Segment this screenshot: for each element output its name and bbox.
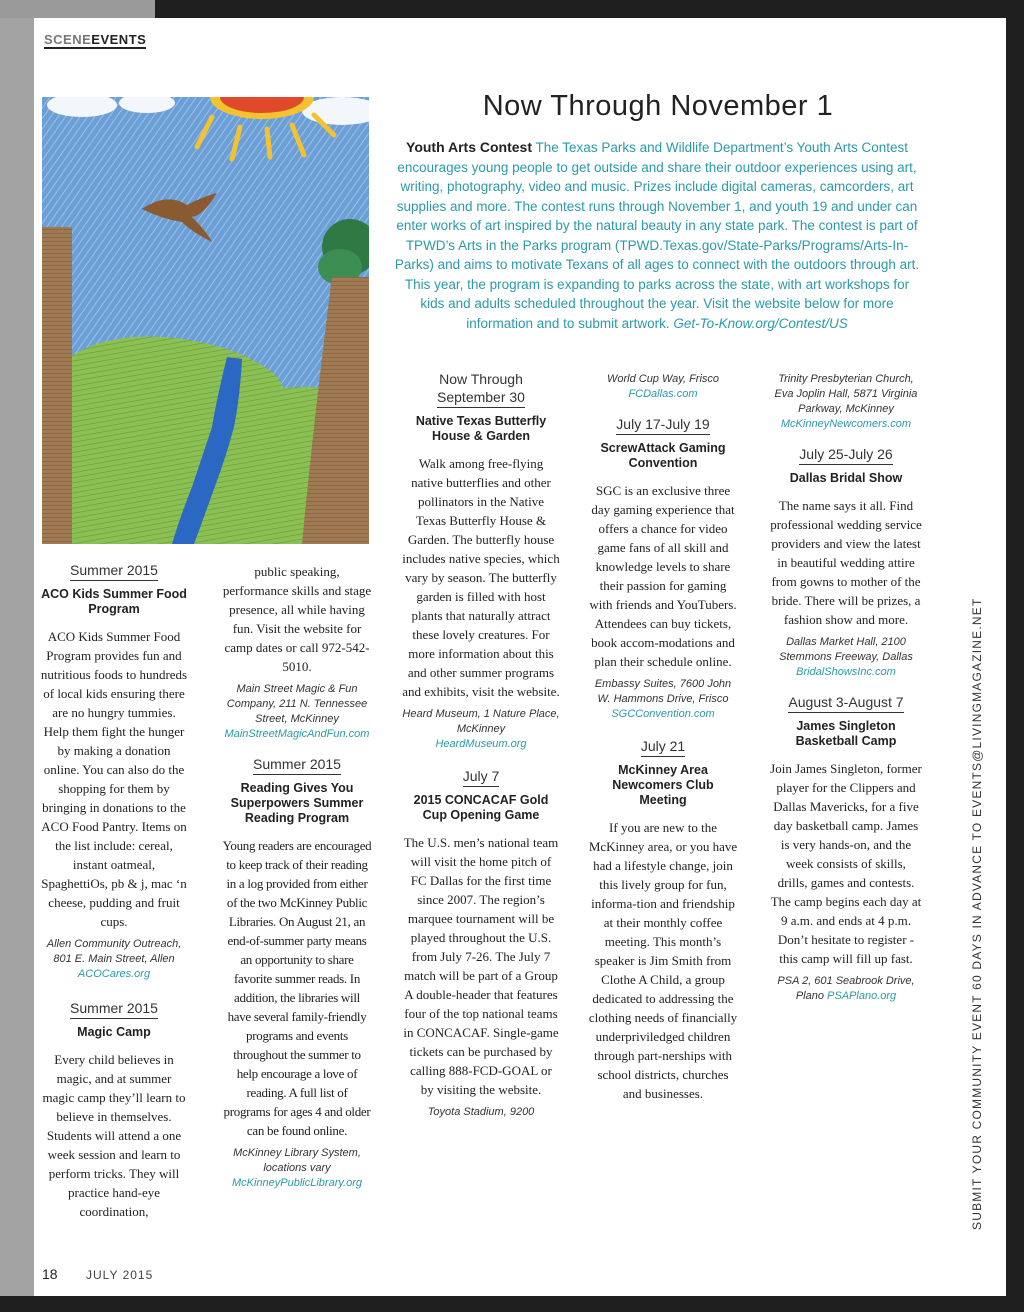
youth-artwork-image [42,97,369,544]
event-date: Summer 2015 [70,562,158,581]
feature-intro [392,138,922,333]
event-location: Embassy Suites, 7600 John W. Hammons Drive, Frisco [594,678,732,705]
feature-lead: Youth Arts Contest [406,139,533,155]
event-body: The name says it all. Find professional wedding service providers and view the latest in beautiful wedding attire from gowns to mother of the bride. There will be prizes, a fashion show and more. [770,498,922,627]
section-tag-bold: EVENTS [91,32,147,47]
event-body: Every child believes in magic, and at summer magic camp they’ll learn to believe in themselves. Students will attend a one week session and learn to perform tricks. They will practice hand-eye coordination, [42,1052,186,1219]
column-4 [588,372,738,1117]
event-date: July 17-July 19 [616,416,709,435]
event-link[interactable]: ACOCares.org [77,968,151,980]
event-location: Trinity Presbyterian Church, Eva Joplin Hall, 5871 Virginia Parkway, McKinney [774,373,918,415]
section-tag [44,32,146,47]
event-body: SGC is an exclusive three day gaming experience that offers a chance for video game fans of all skill and knowledge levels to share their passion for gaming with friends and YouTubers. Attendees can buy tickets, book accom-modations and plan their schedule online. [589,483,737,669]
column-3 [402,369,560,1134]
event-title: ACO Kids Summer Food Program [41,587,187,616]
section-tag-light: SCENE [44,32,92,47]
event-location: McKinney Library System, locations vary [233,1147,361,1174]
event-date: Summer 2015 [253,756,341,775]
event-link[interactable]: McKinneyNewcomers.com [780,418,912,430]
artwork-drawing [42,97,369,544]
event-link[interactable]: McKinneyPublicLibrary.org [231,1177,363,1189]
event-body: The U.S. men’s national team will visit the home pitch of FC Dallas for the first time since 2007. The region’s marquee tournament will be played throughout the U.S. from July 7-26. The July 7 match will be part of a Group A double-header that features four of the top national teams in CONCACAF. Single-game tickets can be purchased by calling 888-FCD-GOAL or by visiting the website. [403,835,559,1097]
event-basketball-camp [770,694,922,1004]
event-link[interactable]: PSAPlano.org [827,990,897,1002]
event-date-line-1: Now Through [439,371,523,387]
event-date: Summer 2015 [70,1000,158,1019]
page-number: 18 [42,1266,58,1282]
event-link[interactable]: SGCConvention.com [611,708,715,720]
event-butterfly-house [402,369,560,752]
column-2 [222,562,372,1205]
submit-event-sidebar: SUBMIT YOUR COMMUNITY EVENT 60 DAYS IN ADVANCE TO EVENTS@LIVINGMAGAZINE.NET [970,597,984,1230]
event-date-line-2: September 30 [437,389,525,408]
event-bridal-show [770,446,922,680]
event-aco-kids [40,562,188,982]
event-link[interactable]: BridalShowsInc.com [796,666,896,678]
event-reading-program [222,756,372,1191]
frame-bottom-bar [0,1296,1024,1312]
event-location: Toyota Stadium, 9200 [427,1106,535,1118]
event-location [770,974,922,1004]
event-location: World Cup Way, Frisco [606,373,720,385]
event-location-text: Allen Community Outreach, 801 E. Main Street, Allen [46,938,182,965]
issue-date: JULY 2015 [86,1268,154,1282]
event-date: August 3-August 7 [788,694,903,713]
event-date: July 7 [463,768,500,787]
event-screwattack [588,416,738,722]
event-body: If you are new to the McKinney area, or you have had a lifestyle change, join this lively group for fun, informa-tion and friendship at their monthly coffee meeting. This month’s speaker is Jim Smith from Clothe A Child, a group dedicated to addressing the clothing needs of financially underpriviledged children through part-nerships with school districts, churches and businesses. [588,820,738,1101]
event-title: ScrewAttack Gaming Convention [600,441,726,470]
event-title: 2015 CONCACAF Gold Cup Opening Game [413,793,549,822]
event-gold-cup-continued [588,372,738,402]
feature-url[interactable]: Get-To-Know.org/Contest/US [673,315,848,331]
feature-title: Now Through November 1 [482,90,834,122]
event-title: Native Texas Butterfly House & Garden [415,414,547,443]
event-link[interactable]: FCDallas.com [628,388,698,400]
event-title: McKinney Area Newcomers Club Meeting [612,763,714,807]
event-magic-camp-continued [222,562,372,742]
event-location: Heard Museum, 1 Nature Place, McKinney [402,708,560,735]
event-location-text: PSA 2, 601 Seabrook Drive, Plano [777,975,915,1002]
event-newcomers-club [588,738,738,1103]
event-title: Dallas Bridal Show [789,471,903,485]
event-location [40,937,188,982]
event-title: Reading Gives You Superpowers Summer Reading Program [230,781,364,825]
event-body: Young readers are encouraged to keep track of their reading in a log provided from either of the two McKinney Public Libraries. On August 21, an end-of-summer party means an opportunity to share favorite summer reads. In addition, the libraries will have several family-friendly programs and events throughout the summer to help encourage a love of reading. A full list of programs for ages 4 and older can be found online. [222,838,372,1138]
event-location: Main Street Magic & Fun Company, 211 N. Tennessee Street, McKinney [226,683,368,725]
event-body: public speaking, performance skills and stage presence, all while having fun. Visit the website for camp dates or call 972-542-5010. [222,564,372,674]
event-link[interactable]: MainStreetMagicAndFun.com [224,728,370,740]
event-body: ACO Kids Summer Food Program provides fun and nutritious foods to hundreds of local kids ensuring there are no hungry tummies. Help them fight the hunger by making a donation online. You can also do the shopping for them by bringing in donations to the ACO Food Pantry. Items on the list include: cereal, instant oatmeal, SpaghettiOs, pb & j, mac ‘n cheese, pudding and fruit cups. [40,629,188,929]
event-body: Join James Singleton, former player for the Clippers and Dallas Mavericks, for a five day basketball camp. James is very hands-on, and the week consists of skills, drills, games and contests. The camp begins each day at 9 a.m. and ends at 4 p.m. Don’t hesitate to register - this camp will fill up fast. [770,761,922,966]
event-gold-cup [402,768,560,1120]
frame-right-bar [1006,0,1024,1312]
event-body: Walk among free-flying native butterflies and other pollinators in the Native Texas Butterfly House & Garden. The butterfly house includes native species, which vary by season. The butterfly garden is filled with host plants that naturally attract these lovely creatures. For more information about this and other summer programs and exhibits, visit the website. [402,456,560,699]
frame-left-bar [0,0,34,1312]
event-date: July 25-July 26 [799,446,892,465]
column-5 [770,372,922,1018]
event-title: Magic Camp [77,1025,151,1039]
frame-top-grey-segment [0,0,155,18]
event-title: James Singleton Basketball Camp [795,719,897,748]
column-1 [40,562,188,1235]
event-location: Dallas Market Hall, 2100 Stemmons Freeway, Dallas [779,636,913,663]
event-date: July 21 [641,738,685,757]
event-link[interactable]: HeardMuseum.org [435,738,527,750]
event-newcomers-club-continued [770,372,922,432]
event-magic-camp [40,1000,188,1221]
feature-text: The Texas Parks and Wildlife Department’s Youth Arts Contest encourages young people to get outside and share their outdoor experiences using art, writing, photography, video and music. Prizes include digital cameras, camcorders, art supplies and more. The contest runs through November 1, and youth 19 and under can enter works of art inspired by the natural beauty in any state park. The contest is part of TPWD’s Arts in the Parks program (TPWD.Texas.gov/State-Parks/Programs/Arts-In-Parks) and aims to motivate Texans of all ages to connect with the outdoors through art. This year, the program is expanding to parks across the state, with art workshops for kids and adults scheduled throughout the year. Visit the website below for more information and to submit artwork. [394,140,920,331]
